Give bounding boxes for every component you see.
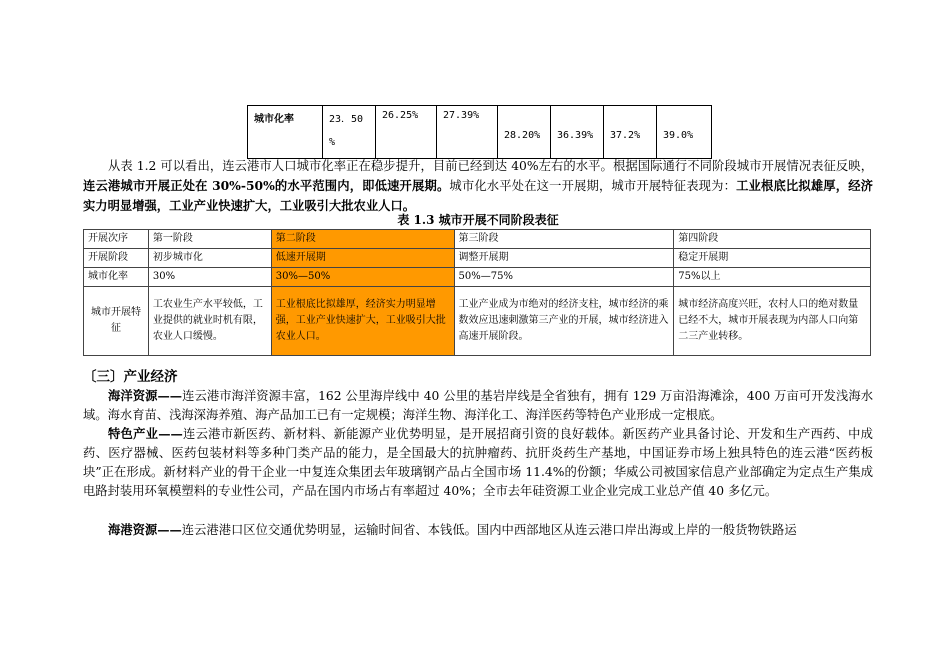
table-cell: 工农业生产水平较低，工业提供的就业时机有限，农业人口缓慢。 xyxy=(148,287,271,356)
table-cell: 初步城市化 xyxy=(148,249,271,268)
table-cell: 37.2% xyxy=(604,106,657,159)
table-cell: 26.25% xyxy=(376,106,437,159)
urbanization-rate-table xyxy=(247,105,712,159)
table-cell: 第一阶段 xyxy=(148,230,271,249)
table-row xyxy=(84,249,871,268)
table-caption: 表 1.3 城市开展不同阶段表征 xyxy=(397,213,559,227)
table-cell: 30% xyxy=(148,268,271,287)
table-cell: 75%以上 xyxy=(674,268,871,287)
table-cell: 低速开展期 xyxy=(271,249,454,268)
stage-table xyxy=(83,229,871,356)
table-cell: 36.39% xyxy=(551,106,604,159)
table-cell: 城市开展特征 xyxy=(84,287,149,356)
section-heading: 〔三〕产业经济 xyxy=(83,369,178,385)
table-cell: 第三阶段 xyxy=(454,230,674,249)
table-cell: 工业产业成为市绝对的经济支柱，城市经济的乘数效应迅速刺激第三产业的开展，城市经济进入高速开展阶段。 xyxy=(454,287,674,356)
table-row xyxy=(248,106,712,159)
table-cell: 城市化率 xyxy=(84,268,149,287)
table-cell: 调整开展期 xyxy=(454,249,674,268)
paragraph-port: 海港资源——连云港港口区位交通优势明显，运输时间省、本钱低。国内中西部地区从连云港口岸出海或上岸的一般货物铁路运 xyxy=(108,522,797,537)
table-cell: 开展阶段 xyxy=(84,249,149,268)
table-cell: 开展次序 xyxy=(84,230,149,249)
table-cell: 39.0% xyxy=(657,106,712,159)
table-cell: 第四阶段 xyxy=(674,230,871,249)
table-row xyxy=(84,230,871,249)
row-label: 城市化率 xyxy=(248,106,323,159)
table-cell: 50%—75% xyxy=(454,268,674,287)
paragraph-urbanization: 从表 1.2 可以看出，连云港市人口城市化率正在稳步提升，目前已经到达 40%左右的水平。根据国际通行不同阶段城市开展情况表征反映，连云港城市开展正处在 30%-50%的水平范围内，即低速开展期。城市化水平处在这一开展期，城市开展特征表现为：工业根底比拟雄厚，经济实力明显增强，工业产业快速扩大，工业吸引大批农业人口。 xyxy=(83,159,873,213)
table-cell: 稳定开展期 xyxy=(674,249,871,268)
table-cell: 城市经济高度兴旺，农村人口的绝对数量已经不大，城市开展表现为内部人口向第二三产业转移。 xyxy=(674,287,871,356)
paragraph-ocean: 海洋资源——连云港市海洋资源丰富，162 公里海岸线中 40 公里的基岩岸线是全省独有，拥有 129 万亩沿海滩涂，400 万亩可开发浅海水域。海水育苗、浅海深海养殖、海产品加工已有一定规模；海洋生物、海洋化工、海洋医药等特色产业形成一定根底。 xyxy=(83,388,873,422)
table-row xyxy=(84,268,871,287)
table-cell: 28.20% xyxy=(498,106,551,159)
table-cell: 工业根底比拟雄厚，经济实力明显增强，工业产业快速扩大，工业吸引大批农业人口。 xyxy=(271,287,454,356)
table-cell: 27.39% xyxy=(437,106,498,159)
table-cell: 23．50 % xyxy=(323,106,376,159)
paragraph-industry: 特色产业——连云港市新医药、新材料、新能源产业优势明显，是开展招商引资的良好载体。新医药产业具备讨论、开发和生产西药、中成药、医疗器械、医药包装材料等多种门类产品的能力，是全国最大的抗肿瘤药、抗肝炎药生产基地，中国证券市场上独具特色的连云港“医药板块”正在形成。新材料产业的骨干企业一中复连众集团去年玻璃钢产品占全国市场 11.4%的份额；华威公司被国家信息产业部确定为定点生产集成电路封装用环氧模塑料的专业性公司，产品在国内市场占有率超过 40%；全市去年硅资源工业企业完成工业总产值 40 多亿元。 xyxy=(83,426,873,498)
table-row xyxy=(84,287,871,356)
table-cell: 30%—50% xyxy=(271,268,454,287)
table-cell: 第二阶段 xyxy=(271,230,454,249)
